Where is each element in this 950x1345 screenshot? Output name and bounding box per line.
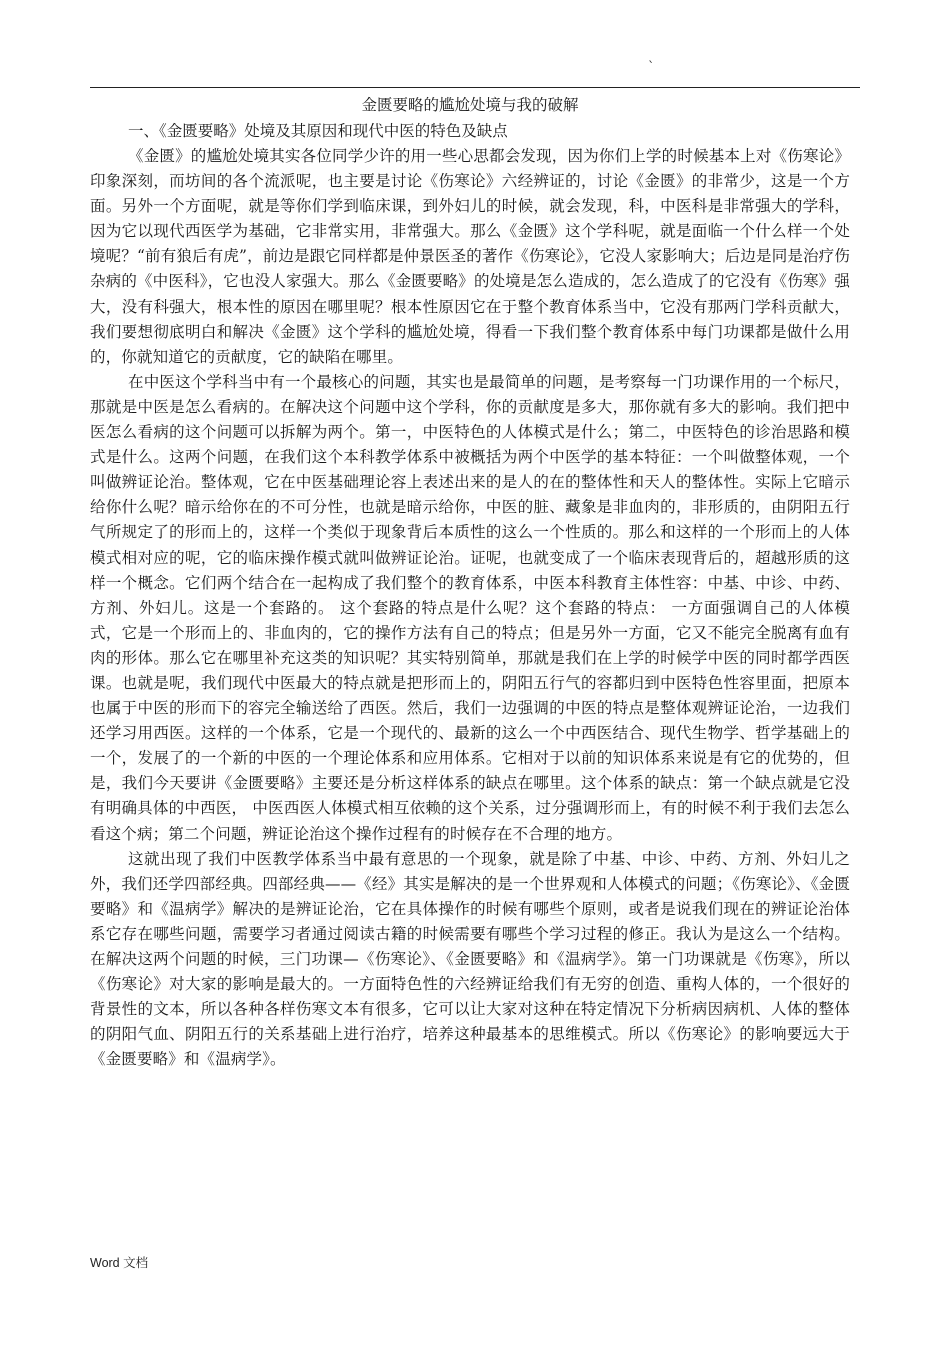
document-body xyxy=(90,92,850,1072)
header-rule xyxy=(90,87,860,88)
paragraph-2: 在中医这个学科当中有一个最核心的问题，其实也是最简单的问题，是考察每一门功课作用的一个标尺，那就是中医是怎么看病的。在解决这个问题中这个学科，你的贡献度是多大，那你就有多大的影响。我们把中医怎么看病的这个问题可以拆解为两个。第一，中医特色的人体模式是什么；第二，中医特色的诊治思路和模式是什么。这两个问题，在我们这个本科教学体系中被概括为两个中医学的基本特征：一个叫做整体观，一个叫做辨证论治。整体观，它在中医基础理论容上表述出来的是人的在的整体性和天人的整体性。实际上它暗示给你什么呢？暗示给你在的不可分性，也就是暗示给你，中医的脏、藏象是非血肉的，非形质的，由阴阳五行气所规定了的形而上的，这样一个类似于现象背后本质性的这么一个性质的。那么和这样的一个形而上的人体模式相对应的呢，它的临床操作模式就叫做辨证论治。证呢，也就变成了一个临床表现背后的，超越形质的这样一个概念。它们两个结合在一起构成了我们整个的教育体系，中医本科教育主体性容：中基、中诊、中药、方剂、外妇儿。这是一个套路的。 这个套路的特点是什么呢？这个套路的特点： 一方面强调自己的人体模式，它是一个形而上的、非血肉的，它的操作方法有自己的特点；但是另外一方面，它又不能完全脱离有血有肉的形体。那么它在哪里补充这类的知识呢？其实特别简单，那就是我们在上学的时候学中医的同时都学西医课。也就是呢，我们现代中医最大的特点就是把形而上的，阴阳五行气的容都归到中医特色性容里面，把原本也属于中医的形而下的容完全输送给了西医。然后，我们一边强调的中医的特点是整体观辨证论治，一边我们还学习用西医。这样的一个体系，它是一个现代的、最新的这么一个中西医结合、现代生物学、哲学基础上的一个，发展了的一个新的中医的一个理论体系和应用体系。它相对于以前的知识体系来说是有它的优势的，但是，我们今天要讲《金匮要略》主要还是分析这样体系的缺点在哪里。这个体系的缺点：第一个缺点就是它没有明确具体的中西医， 中医西医人体模式相互依赖的这个关系，过分强调形而上，有的时候不利于我们去怎么看这个病；第二个问题，辨证论治这个操作过程有的时候存在不合理的地方。 xyxy=(90,372,850,843)
paragraph-1: 《金匮》的尴尬处境其实各位同学少许的用一些心思都会发现，因为你们上学的时候基本上对《伤寒论》印象深刻，而坊间的各个流派呢，也主要是讨论《伤寒论》六经辨证的，讨论《金匮》的非常少，这是一个方面。另外一个方面呢，就是等你们学到临床课，到外妇儿的时候，就会发现，科，中医科是非常强大的学科，因为它以现代西医学为基础，它非常实用，非常强大。那么《金匮》这个学科呢，就是面临一个什么样一个处境呢？“前有狼后有虎”，前边是跟它同样都是仲景医圣的著作《伤寒论》，它没人家影响大；后边是同是治疗伤杂病的《中医科》，它也没人家强大。那么《金匮要略》的处境是怎么造成的，怎么造成了的它没有《伤寒》强大，没有科强大，根本性的原因在哪里呢？根本性原因它在于整个教育体系当中，它没有那两门学科贡献大，我们要想彻底明白和解决《金匮》这个学科的尴尬处境，得看一下我们整个教育体系中每门功课都是做什么用的，你就知道它的贡献度，它的缺陷在哪里。 xyxy=(90,147,850,366)
footer-label: Word 文档 xyxy=(90,1256,149,1270)
paragraph-3: 这就出现了我们中医教学体系当中最有意思的一个现象，就是除了中基、中诊、中药、方剂、外妇儿之外，我们还学四部经典。四部经典——《经》其实是解决的是一个世界观和人体模式的问题；《伤寒论》、《金匮要略》和《温病学》解决的是辨证论治，它在具体操作的时候有哪些个原则，或者是说我们现在的辨证论治体系它存在哪些问题，需要学习者通过阅读古籍的时候需要有哪些个学习过程的修正。我认为是这么一个结构。在解决这两个问题的时候，三门功课—《伤寒论》、《金匮要略》和《温病学》。第一门功课就是《伤寒》，所以《伤寒论》对大家的影响是最大的。一方面特色性的六经辨证给我们有无穷的创造、重构人体的，一个很好的背景性的文本，所以各种各样伤寒文本有很多，它可以让大家对这种在特定情况下分析病因病机、人体的整体的阴阳气血、阴阳五行的关系基础上进行治疗，培养这种最基本的思维模式。所以《伤寒论》的影响要远大于《金匮要略》和《温病学》。 xyxy=(90,849,850,1069)
document-title: 金匮要略的尴尬处境与我的破解 xyxy=(361,96,579,114)
header-mark: ` xyxy=(648,60,655,75)
section-heading: 一、《金匮要略》处境及其原因和现代中医的特色及缺点 xyxy=(128,122,508,140)
